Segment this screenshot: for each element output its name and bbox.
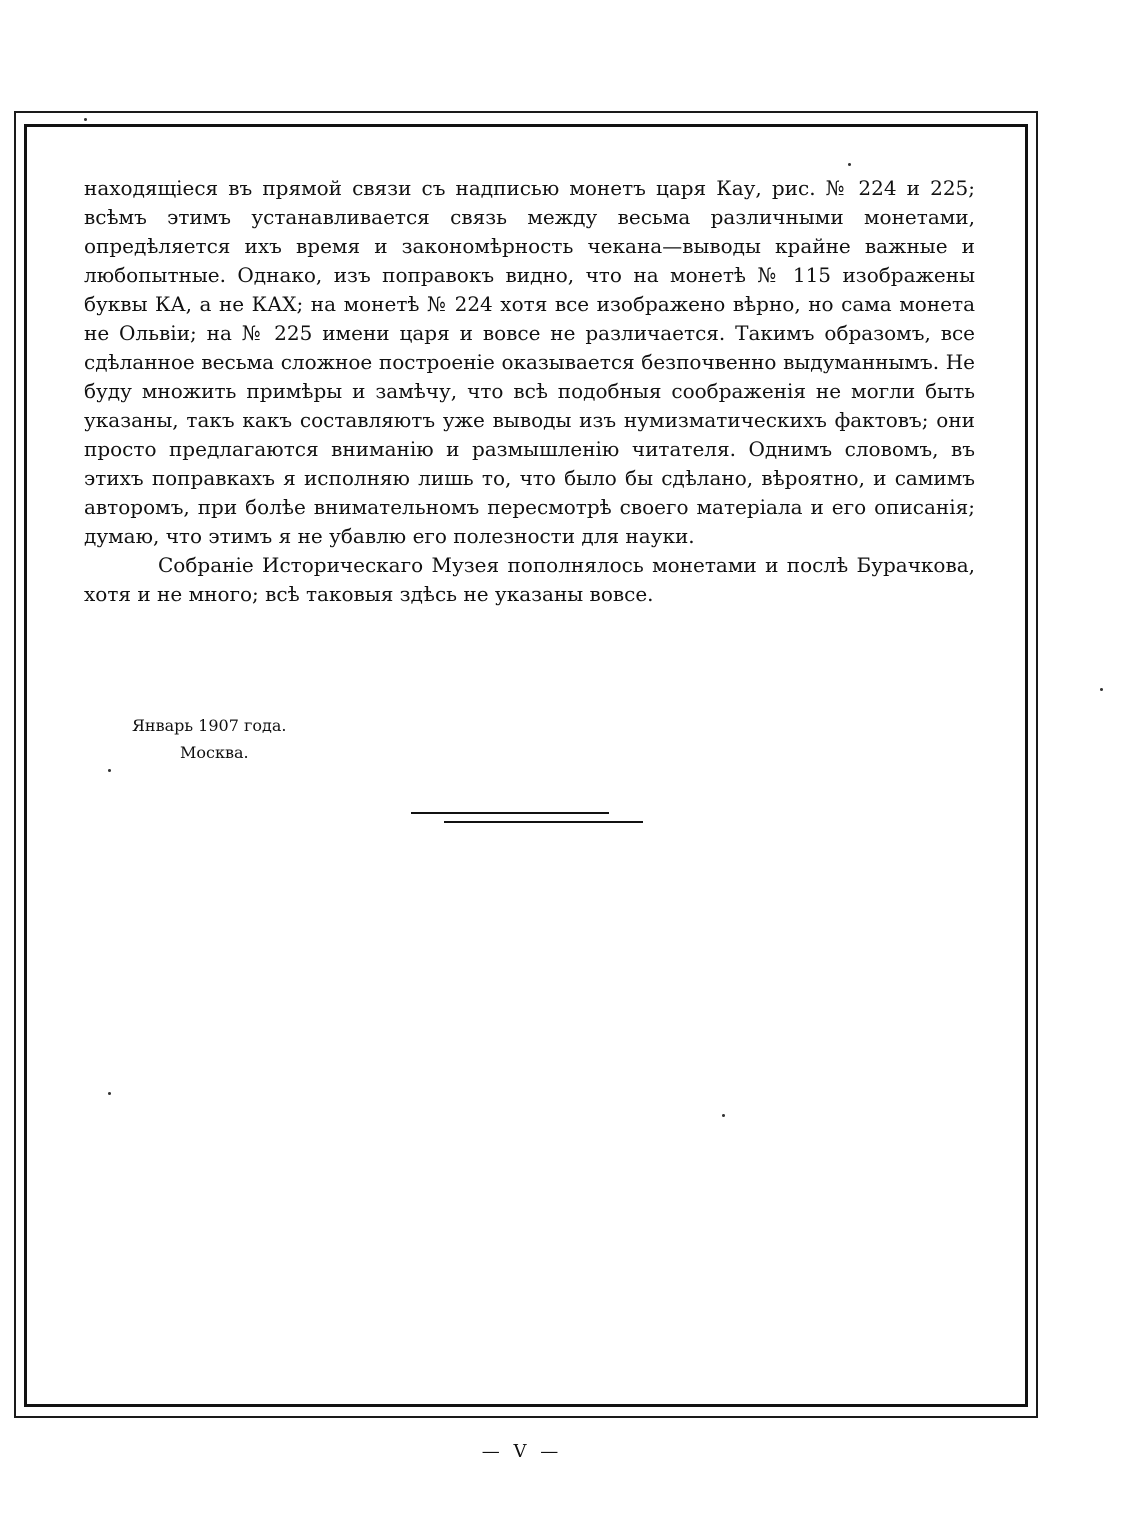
body-text: [84, 174, 975, 609]
closing-rule-top: [411, 812, 609, 814]
page-number: — V —: [481, 1441, 563, 1462]
paragraph-1: находящіеся въ прямой связи съ надписью монетъ царя Кау, рис. № 224 и 225; всѣмъ этимъ устанавливается связь между весьма различными монетами, опредѣляется ихъ время и закономѣрность чекана—выводы крайне важные и любопытные. Однако, изъ поправокъ видно, что на монетѣ № 115 изображены буквы КА, а не КАХ; на монетѣ № 224 хотя все изображено вѣрно, но сама монета не Ольвіи; на № 225 имени царя и вовсе не различается. Такимъ образомъ, все сдѣланное весьма сложное построеніе оказывается безпочвенно выдуманнымъ. Не буду множить примѣры и замѣчу, что всѣ подобныя соображенія не могли быть указаны, такъ какъ составляютъ уже выводы изъ нумизматическихъ фактовъ; они просто предлагаются вниманію и размышленію читателя. Однимъ словомъ, въ этихъ поправкахъ я исполняю лишь то, что было бы сдѣлано, вѣроятно, и самимъ авторомъ, при болѣе внимательномъ пересмотрѣ своего матеріала и его описанія; думаю, что этимъ я не убавлю его полезности для науки.: [84, 176, 975, 548]
signature-date: Январь 1907 года.: [132, 716, 287, 735]
paragraph-2: Собраніе Историческаго Музея пополнялось монетами и послѣ Бурачкова, хотя и не много; всѣ таковыя здѣсь не указаны вовсе.: [84, 553, 975, 606]
print-speck: [722, 1114, 725, 1117]
print-speck: [108, 769, 111, 772]
print-speck: [84, 118, 87, 121]
closing-rule-bottom: [444, 821, 643, 823]
print-speck: [108, 1092, 111, 1095]
print-speck: [848, 163, 851, 166]
print-speck: [1100, 688, 1103, 691]
signature-place: Москва.: [180, 743, 249, 762]
